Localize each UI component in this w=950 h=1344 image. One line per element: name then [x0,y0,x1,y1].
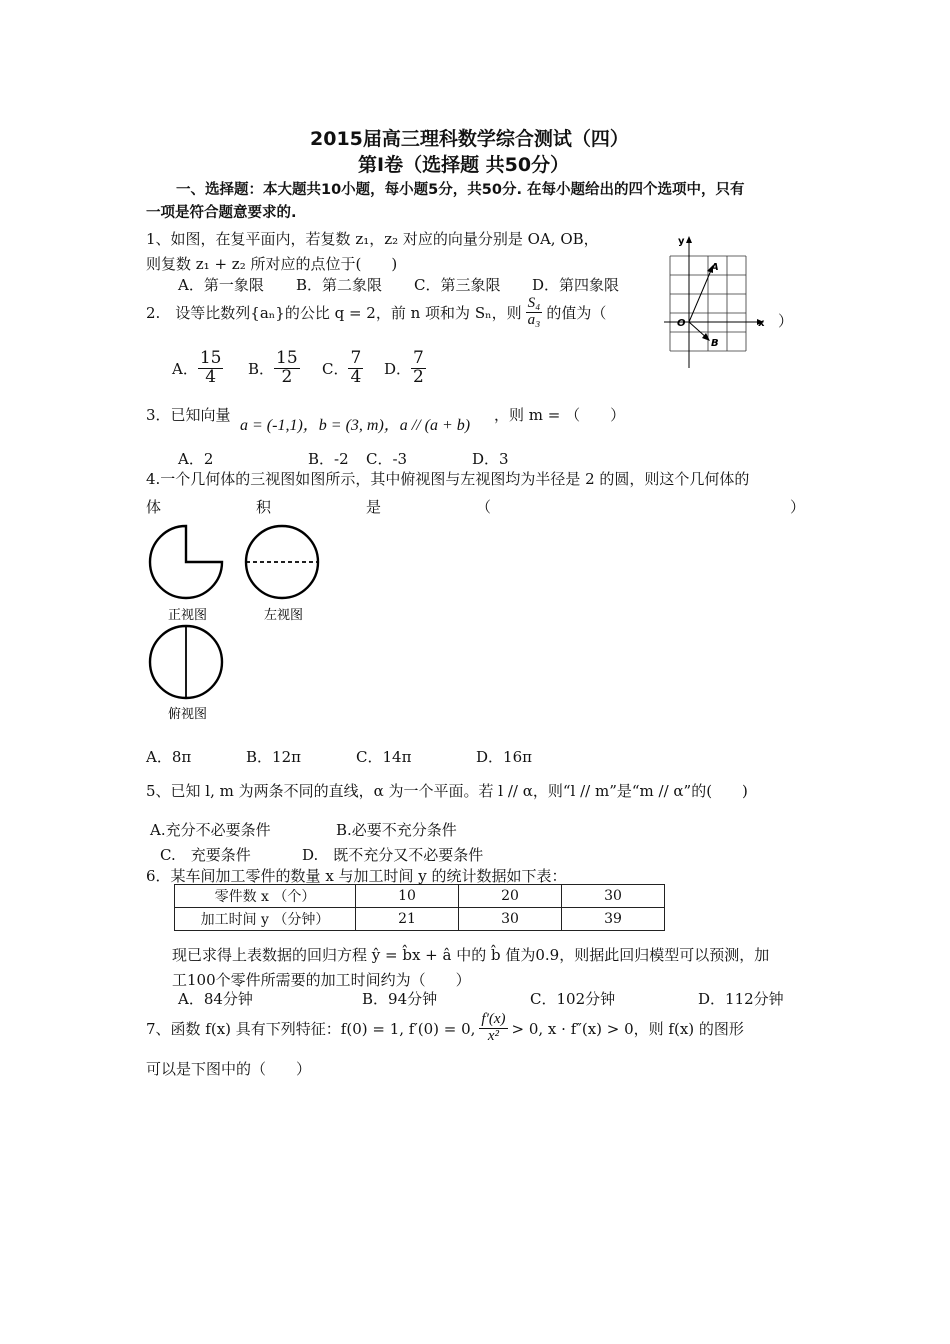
q6-line3: 工100个零件所需要的加工时间约为（ ） [172,971,471,989]
table-cell: 10 [356,885,459,908]
front-view-label: 正视图 [168,608,208,623]
q4-paren-open: （ [476,498,492,516]
q5-option-a: A.充分不必要条件 [150,821,271,839]
three-view-figure [146,520,346,730]
q2-paren-close: ） [778,312,794,330]
q3-expression: a = (-1,1)，b = (3, m)，a // (a + b) [240,417,471,434]
q4-option-b: B．12π [246,748,301,766]
q6-option-d: D．112分钟 [698,990,784,1008]
complex-plane-figure [664,232,774,370]
q1-option-b: B．第二象限 [296,276,383,294]
q6-data-table [174,884,665,931]
q6-line2: 现已求得上表数据的回归方程 ŷ = b̂x + â 中的 b̂ 值为0.9，则据此回归模型可以预测，加 [172,946,770,964]
q2-text: 2. 设等比数列{aₙ}的公比 q = 2，前 n 项和为 Sₙ，则 [146,303,522,322]
q3-option-c: C．-3 [366,450,408,468]
point-b-label: B [711,338,719,349]
q1-option-c: C．第三象限 [414,276,501,294]
q7-stem [146,1012,744,1045]
q4-word-3: 是 [366,498,382,516]
q2-option-a: A． $\frac{15}{4}$ [172,348,222,387]
q3-pre: 3．已知向量 [146,406,231,424]
section-title: 第Ⅰ卷（选择题 共50分） [358,154,570,176]
q4-line1: 4.一个几何体的三视图如图所示，其中俯视图与左视图均为半径是 2 的圆，则这个几何体的 [146,470,750,488]
table-cell: 20 [459,885,562,908]
q3-option-a: A．2 [178,450,214,468]
q2-text-post: 的值为（ [546,303,607,322]
q1-line2: 则复数 z₁ + z₂ 所对应的点位于( ) [146,255,398,273]
q5-option-b: B.必要不充分条件 [336,821,457,839]
side-view-label: 左视图 [264,608,304,623]
q4-word-2: 积 [256,498,272,516]
q7-text-post: > 0, x · f″(x) > 0，则 f(x) 的图形 [511,1019,744,1038]
table-cell: 30 [459,908,562,931]
table-row [175,885,665,908]
q6-option-a: A．84分钟 [178,990,253,1008]
q3-option-d: D．3 [472,450,509,468]
x-axis-label: x [758,318,765,329]
vector-oa [689,268,712,322]
q2-option-c: C． $\frac{7}{4}$ [322,348,362,387]
table-cell: 加工时间 y （分钟） [175,908,356,931]
q5-text: 5、已知 l, m 为两条不同的直线，α 为一个平面。若 l // α，则“l // m”是“m // α”的( ) [146,782,748,800]
q6-option-c: C．102分钟 [530,990,616,1008]
q7-fraction: $\frac{f'(x)}{\text{x²}}$ [481,1011,506,1044]
q7-text: 7、函数 f(x) 具有下列特征：f(0) = 1, f′(0) = 0, [146,1019,476,1038]
instructions-line1: 一、选择题：本大题共10小题，每小题5分，共50分. 在每小题给出的四个选项中，只有 [176,182,745,198]
q1-line1: 1、如图，在复平面内，若复数 z₁，z₂ 对应的向量分别是 OA, OB， [146,230,599,248]
top-view-label: 俯视图 [168,707,208,722]
q5-option-c: C. 充要条件 [160,846,251,864]
table-cell: 零件数 x （个） [175,885,356,908]
q4-option-a: A．8π [146,748,192,766]
table-cell: 39 [562,908,665,931]
q3-post: ，则 m = （ ） [494,406,626,424]
q6-line1: 6．某车间加工零件的数量 x 与加工时间 y 的统计数据如下表： [146,867,567,885]
q4-paren-close: ） [790,498,806,516]
table-row [175,908,665,931]
q7-line2: 可以是下图中的（ ） [146,1060,312,1078]
q1-option-a: A．第一象限 [178,276,264,294]
exam-title: 2015届高三理科数学综合测试（四） [310,128,629,150]
q2-option-d: D． $\frac{7}{2}$ [384,348,424,387]
q2-stem [146,296,606,329]
q4-option-d: D．16π [476,748,532,766]
table-cell: 30 [562,885,665,908]
y-axis-label: y [678,236,685,247]
q5-option-d: D. 既不充分又不必要条件 [302,846,484,864]
point-a-label: A [711,262,719,273]
q2-fraction: $\frac{\text{S₄}}{\text{a₃}}$ [527,295,541,328]
instructions-line2: 一项是符合题意要求的. [146,205,297,221]
q3-option-b: B．-2 [308,450,349,468]
q1-option-d: D．第四象限 [532,276,620,294]
q2-option-b: B． $\frac{15}{2}$ [248,348,298,387]
origin-label: O [677,318,686,329]
q6-option-b: B．94分钟 [362,990,438,1008]
table-cell: 21 [356,908,459,931]
q4-option-c: C．14π [356,748,412,766]
front-view-shape [150,526,222,598]
q4-word-1: 体 [146,498,162,516]
